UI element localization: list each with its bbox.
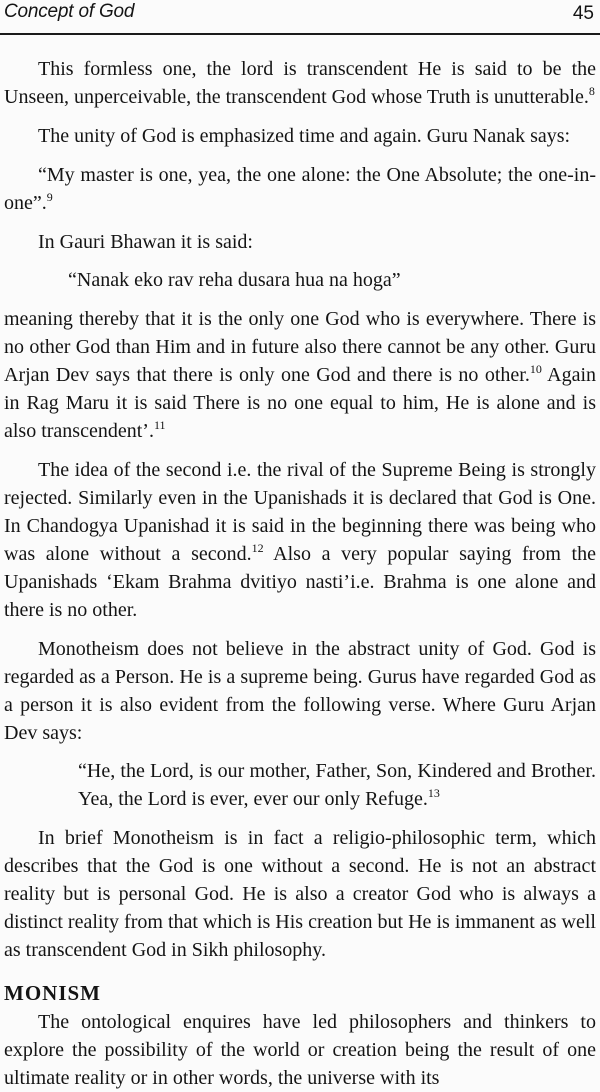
page-number: 45 [572, 3, 594, 24]
paragraph-formless-one [4, 55, 596, 111]
paragraph-unity-of-god: The unity of God is emphasized time and again. Guru Nanak says: [38, 125, 571, 147]
paragraph-text: “My master is one, yea, the one alone: the One Absolute; the one-in-one”. [4, 164, 596, 214]
paragraph-gauri-bhawan: In Gauri Bhawan it is said: [38, 231, 253, 253]
footnote-ref: 10 [529, 362, 542, 376]
quote-nanak-eko: “Nanak eko rav reha dusara hua na hoga” [68, 269, 401, 291]
paragraph-my-master [4, 161, 596, 217]
paragraph-text: meaning thereby that it is the only one God who is everywhere. There is no other God than Him and in future also there cannot be any other. Guru Arjan Dev says that there is only one God and there is no other. [4, 308, 596, 386]
quote-he-the-lord [4, 757, 596, 813]
footnote-ref: 9 [46, 190, 53, 204]
running-title: Concept of God [4, 1, 135, 22]
page-header [0, 0, 600, 34]
paragraph-in-brief: In brief Monotheism is in fact a religio-philosophic term, which describes that the God is one without a second. He is not an abstract reality but is personal God. He is also a creator God who is always a distinct reality from that which is His creation but He is immanent as well as transcendent God in Sikh philosophy. [4, 827, 596, 961]
page-body [4, 55, 596, 1092]
paragraph-text: Again in Rag Maru it is said There is no one equal to him, He is alone and is also transcendent’. [4, 364, 596, 442]
paragraph-text: This formless one, the lord is transcendent He is said to be the Unseen, unperceivable, the transcendent God whose Truth is unutterable. [4, 58, 596, 108]
paragraph-meaning-thereby [4, 305, 596, 445]
paragraph-ontological: The ontological enquires have led philosophers and thinkers to explore the possibility of the world or creation being the result of one ultimate reality or in other words, the universe with its [4, 1011, 596, 1089]
header-rule [0, 33, 600, 35]
paragraph-idea-of-second [4, 456, 596, 624]
footnote-ref: 8 [588, 84, 595, 98]
footnote-ref: 11 [153, 418, 166, 432]
footnote-ref: 13 [427, 786, 440, 800]
section-heading: MONISM [4, 981, 101, 1005]
paragraph-text: Also a very popular saying from the Upanishads ‘Ekam Brahma dvitiyo nasti’i.e. Brahma is one alone and there is no other. [4, 543, 596, 621]
paragraph-monotheism: Monotheism does not believe in the abstract unity of God. God is regarded as a Person. He is a supreme being. Gurus have regarded God as a person it is also evident from the following verse. Where Guru Arjan Dev says: [4, 638, 596, 744]
quote-text: “He, the Lord, is our mother, Father, Son, Kindered and Brother. Yea, the Lord is ever, ever our only Refuge. [78, 760, 596, 810]
paragraph-text: The idea of the second i.e. the rival of the Supreme Being is strongly rejected. Similarly even in the Upanishads it is declared that God is One. In Chandogya Upanishad it is said in the beginning there was being who was alone without a second. [4, 459, 596, 565]
footnote-ref: 12 [251, 541, 264, 555]
